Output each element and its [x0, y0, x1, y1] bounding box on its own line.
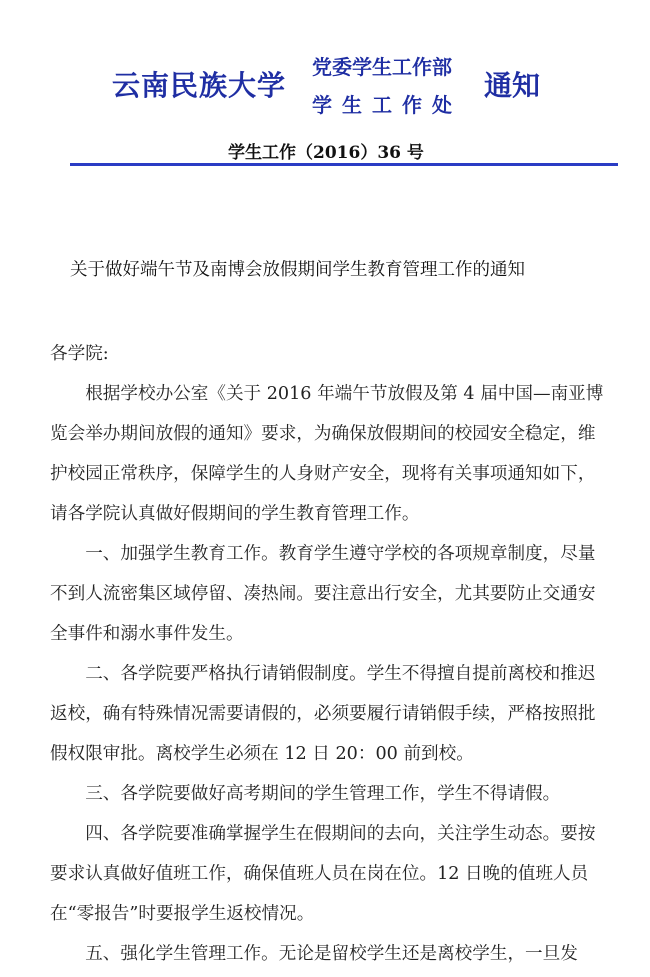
- header-divider: [70, 163, 618, 166]
- paragraph-item-1: 一、加强学生教育工作。教育学生遵守学校的各项规章制度，尽量不到人流密集区域停留、凑热闹。要注意出行安全，尤其要防止交通安全事件和溺水事件发生。: [50, 544, 596, 644]
- document-title: 关于做好端午节及南博会放假期间学生教育管理工作的通知: [70, 260, 525, 280]
- document-body: [50, 334, 605, 974]
- department-block: [312, 48, 462, 124]
- paragraph-item-2: 二、各学院要严格执行请销假制度。学生不得擅自提前离校和推迟返校，确有特殊情况需要请假的，必须要履行请销假手续，严格按照批假权限审批。离校学生必须在 12 日 20：00 前到校。: [50, 664, 596, 764]
- paragraph-intro: 根据学校办公室《关于 2016 年端午节放假及第 4 届中国—南亚博览会举办期间放假的通知》要求，为确保放假期间的校园安全稳定，维护校园正常秩序，保障学生的人身财产安全，现将有关事项通知如下，请各学院认真做好假期间的学生教育管理工作。: [50, 384, 604, 524]
- department-line-2: 学生工作处: [312, 93, 462, 117]
- paragraph-item-5: 五、强化学生管理工作。无论是留校学生还是离校学生，一旦发: [85, 944, 578, 964]
- document-number: 学生工作（2016）36 号: [228, 143, 424, 163]
- paragraph-item-4: 四、各学院要准确掌握学生在假期间的去向，关注学生动态。要按要求认真做好值班工作，确保值班人员在岗在位。12 日晚的值班人员在“零报告”时要报学生返校情况。: [50, 824, 596, 924]
- department-line-1: 党委学生工作部: [312, 55, 452, 79]
- paragraph-item-3: 三、各学院要做好高考期间的学生管理工作，学生不得请假。: [85, 784, 561, 804]
- university-name: 云南民族大学: [112, 69, 287, 102]
- notice-label: 通知: [484, 69, 541, 102]
- salutation: 各学院:: [50, 344, 109, 364]
